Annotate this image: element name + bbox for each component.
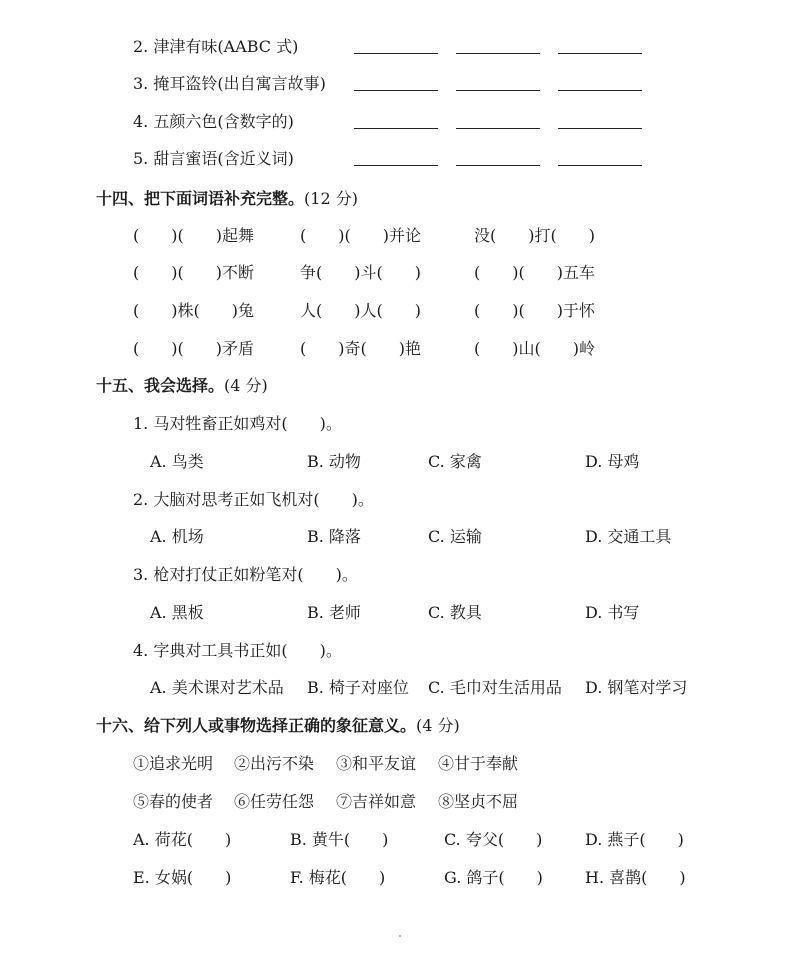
answer-blank[interactable] (354, 128, 438, 129)
word-item[interactable]: ( )( )矛盾 (133, 339, 254, 358)
meaning-item: ⑧坚贞不屈 (438, 792, 519, 811)
answer-blank[interactable] (558, 128, 642, 129)
answer-blank[interactable] (558, 90, 642, 91)
idiom-item (0, 107, 800, 137)
option-c[interactable]: C. 家禽 (428, 452, 482, 471)
answer-blank[interactable] (456, 90, 540, 91)
options-row (0, 673, 800, 703)
word-item[interactable]: ( )( )不断 (133, 263, 254, 282)
symbol-item[interactable]: F. 梅花( ) (290, 868, 386, 887)
question-row (0, 560, 800, 590)
symbol-item[interactable]: D. 燕子( ) (585, 830, 684, 849)
meaning-item: ③和平友谊 (336, 754, 417, 773)
section-points: (4 分) (416, 716, 460, 735)
meaning-item: ⑦吉祥如意 (336, 792, 417, 811)
option-a[interactable]: A. 黑板 (150, 603, 204, 622)
answer-blank[interactable] (558, 165, 642, 166)
symbol-item[interactable]: H. 喜鹊( ) (585, 868, 686, 887)
idiom-label: 3. 掩耳盗铃(出自寓言故事) (133, 74, 326, 93)
options-row (0, 522, 800, 552)
options-row (0, 598, 800, 628)
symbol-item[interactable]: B. 黄牛( ) (290, 830, 389, 849)
idiom-item (0, 69, 800, 99)
answer-blank[interactable] (456, 165, 540, 166)
word-completion-row (0, 258, 800, 288)
section-title: 十四、把下面词语补充完整。 (96, 189, 305, 208)
option-c[interactable]: C. 教具 (428, 603, 482, 622)
idiom-item (0, 32, 800, 62)
page-dot (399, 935, 401, 937)
word-item[interactable]: 人( )人( ) (300, 301, 421, 320)
question-text: 2. 大脑对思考正如飞机对( )。 (133, 490, 374, 509)
word-item[interactable]: 争( )斗( ) (300, 263, 421, 282)
idiom-label: 4. 五颜六色(含数字的) (133, 112, 294, 131)
section-points: (12 分) (304, 189, 358, 208)
word-completion-row (0, 296, 800, 326)
word-item[interactable]: ( )山( )岭 (474, 339, 595, 358)
meaning-item: ⑤春的使者 (133, 792, 214, 811)
question-row (0, 636, 800, 666)
word-completion-row (0, 334, 800, 364)
word-item[interactable]: ( )( )于怀 (474, 301, 595, 320)
section-title: 十五、我会选择。 (96, 376, 225, 395)
option-d[interactable]: D. 钢笔对学习 (585, 678, 688, 697)
meanings-row (0, 749, 800, 779)
options-row (0, 447, 800, 477)
question-text: 4. 字典对工具书正如( )。 (133, 641, 342, 660)
option-c[interactable]: C. 毛巾对生活用品 (428, 678, 562, 697)
idiom-label: 2. 津津有味(AABC 式) (133, 37, 299, 56)
option-a[interactable]: A. 美术课对艺术品 (150, 678, 284, 697)
answer-blank[interactable] (354, 165, 438, 166)
option-d[interactable]: D. 书写 (585, 603, 640, 622)
answer-blank[interactable] (558, 53, 642, 54)
option-d[interactable]: D. 母鸡 (585, 452, 640, 471)
section-15-heading (0, 371, 800, 401)
question-text: 1. 马对牲畜正如鸡对( )。 (133, 414, 342, 433)
word-item[interactable]: ( )( )起舞 (133, 226, 254, 245)
answer-blank[interactable] (456, 128, 540, 129)
meaning-item: ⑥任劳任怨 (234, 792, 315, 811)
answer-blank[interactable] (456, 53, 540, 54)
idiom-label: 5. 甜言蜜语(含近义词) (133, 149, 294, 168)
section-points: (4 分) (224, 376, 268, 395)
word-item[interactable]: ( )( )五车 (474, 263, 595, 282)
option-d[interactable]: D. 交通工具 (585, 527, 672, 546)
meanings-row (0, 787, 800, 817)
section-16-heading (0, 711, 800, 741)
symbol-item[interactable]: C. 夸父( ) (444, 830, 543, 849)
option-b[interactable]: B. 降落 (307, 527, 361, 546)
meaning-item: ①追求光明 (133, 754, 214, 773)
option-a[interactable]: A. 机场 (150, 527, 204, 546)
symbol-item[interactable]: G. 鸽子( ) (444, 868, 543, 887)
symbol-item[interactable]: E. 女娲( ) (133, 868, 232, 887)
word-item[interactable]: ( )( )并论 (300, 226, 421, 245)
option-c[interactable]: C. 运输 (428, 527, 482, 546)
question-text: 3. 枪对打仗正如粉笔对( )。 (133, 565, 358, 584)
meaning-item: ④甘于奉献 (438, 754, 519, 773)
question-row (0, 409, 800, 439)
answer-blank[interactable] (354, 53, 438, 54)
section-14-heading (0, 184, 800, 214)
word-item[interactable]: ( )株( )兔 (133, 301, 254, 320)
meaning-item: ②出污不染 (234, 754, 315, 773)
idiom-item (0, 144, 800, 174)
answer-blank[interactable] (354, 90, 438, 91)
word-item[interactable]: 没( )打( ) (474, 226, 595, 245)
option-a[interactable]: A. 鸟类 (150, 452, 204, 471)
option-b[interactable]: B. 老师 (307, 603, 361, 622)
word-item[interactable]: ( )奇( )艳 (300, 339, 421, 358)
symbol-items-row (0, 863, 800, 893)
word-completion-row (0, 221, 800, 251)
option-b[interactable]: B. 动物 (307, 452, 361, 471)
symbol-items-row (0, 825, 800, 855)
symbol-item[interactable]: A. 荷花( ) (133, 830, 232, 849)
question-row (0, 485, 800, 515)
section-title: 十六、给下列人或事物选择正确的象征意义。 (96, 716, 417, 735)
option-b[interactable]: B. 椅子对座位 (307, 678, 409, 697)
